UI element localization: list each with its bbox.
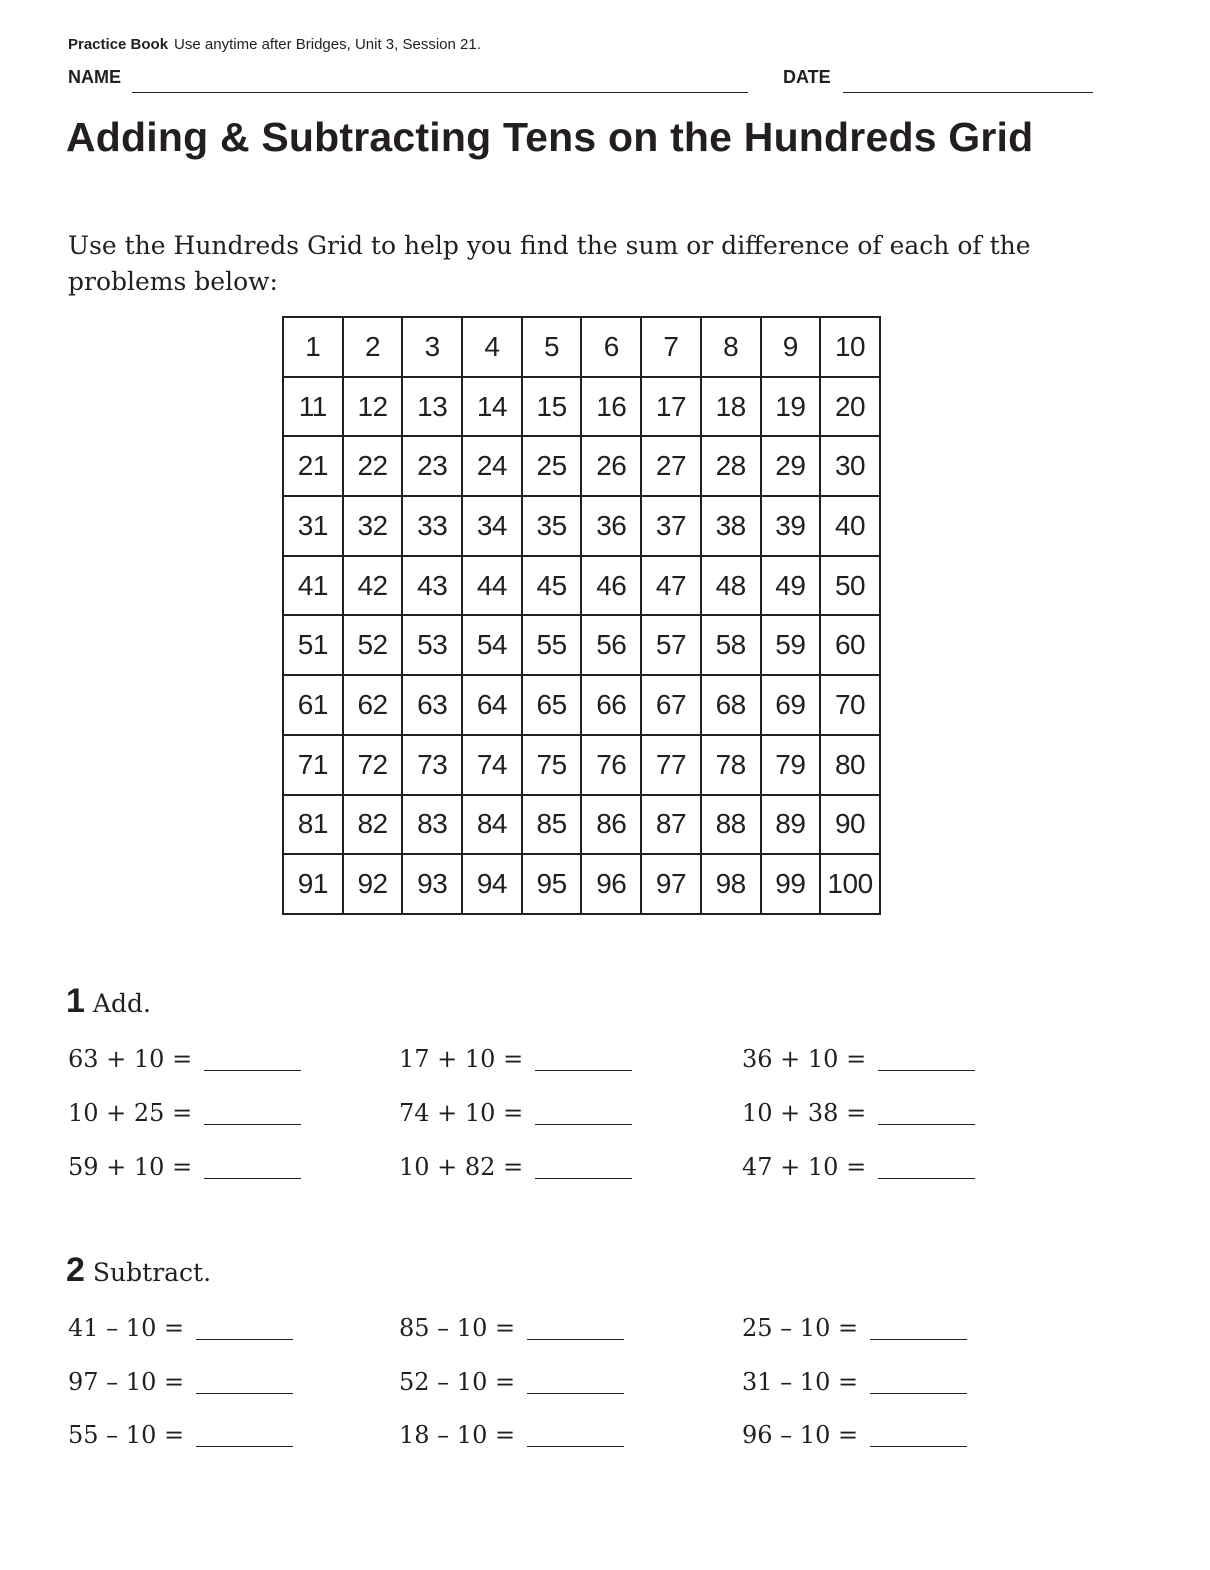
problem-text: 97 – 10 = [68, 1368, 185, 1396]
grid-cell: 27 [642, 437, 702, 497]
answer-blank[interactable] [204, 1048, 301, 1071]
grid-cell: 63 [403, 676, 463, 736]
grid-cell: 45 [523, 557, 583, 617]
subtract-problem [742, 1420, 967, 1449]
grid-cell: 70 [821, 676, 881, 736]
grid-cell: 49 [762, 557, 822, 617]
grid-cell: 33 [403, 497, 463, 557]
grid-cell: 67 [642, 676, 702, 736]
subtract-problem [399, 1313, 624, 1342]
grid-cell: 16 [582, 378, 642, 438]
grid-cell: 43 [403, 557, 463, 617]
grid-cell: 80 [821, 736, 881, 796]
problem-text: 59 + 10 = [68, 1153, 193, 1181]
subtract-section-number: 2 [66, 1251, 85, 1289]
problem-text: 17 + 10 = [399, 1045, 524, 1073]
grid-cell: 5 [523, 318, 583, 378]
problem-text: 41 – 10 = [68, 1314, 185, 1342]
subtract-problem [399, 1367, 624, 1396]
grid-cell: 94 [463, 855, 523, 915]
grid-cell: 59 [762, 616, 822, 676]
grid-cell: 51 [284, 616, 344, 676]
grid-cell: 42 [344, 557, 404, 617]
add-problem [399, 1098, 632, 1127]
grid-cell: 91 [284, 855, 344, 915]
grid-cell: 55 [523, 616, 583, 676]
answer-blank[interactable] [204, 1156, 301, 1179]
grid-cell: 71 [284, 736, 344, 796]
subtract-problem [399, 1420, 624, 1449]
grid-cell: 72 [344, 736, 404, 796]
grid-cell: 26 [582, 437, 642, 497]
grid-cell: 58 [702, 616, 762, 676]
grid-cell: 66 [582, 676, 642, 736]
problem-text: 31 – 10 = [742, 1368, 859, 1396]
grid-cell: 19 [762, 378, 822, 438]
grid-cell: 46 [582, 557, 642, 617]
grid-cell: 1 [284, 318, 344, 378]
subtract-section-title [66, 1251, 211, 1290]
grid-cell: 83 [403, 796, 463, 856]
grid-cell: 82 [344, 796, 404, 856]
answer-blank[interactable] [527, 1424, 624, 1447]
grid-cell: 36 [582, 497, 642, 557]
grid-cell: 69 [762, 676, 822, 736]
problem-text: 55 – 10 = [68, 1421, 185, 1449]
grid-cell: 65 [523, 676, 583, 736]
grid-cell: 76 [582, 736, 642, 796]
add-section-label: Add. [92, 989, 151, 1018]
practice-book-label: Practice Book [68, 36, 169, 53]
answer-blank[interactable] [196, 1317, 293, 1340]
grid-cell: 40 [821, 497, 881, 557]
grid-cell: 3 [403, 318, 463, 378]
practice-book-header [68, 36, 481, 53]
grid-cell: 14 [463, 378, 523, 438]
grid-cell: 86 [582, 796, 642, 856]
grid-cell: 4 [463, 318, 523, 378]
grid-cell: 17 [642, 378, 702, 438]
problem-text: 52 – 10 = [399, 1368, 516, 1396]
grid-cell: 99 [762, 855, 822, 915]
grid-cell: 96 [582, 855, 642, 915]
problem-text: 18 – 10 = [399, 1421, 516, 1449]
add-problem [742, 1098, 975, 1127]
answer-blank[interactable] [870, 1371, 967, 1394]
add-problem [68, 1152, 301, 1181]
answer-blank[interactable] [535, 1102, 632, 1125]
grid-cell: 28 [702, 437, 762, 497]
grid-cell: 29 [762, 437, 822, 497]
page-title: Adding & Subtracting Tens on the Hundreds Grid [66, 114, 1034, 160]
problem-text: 96 – 10 = [742, 1421, 859, 1449]
answer-blank[interactable] [878, 1102, 975, 1125]
grid-cell: 88 [702, 796, 762, 856]
subtract-section-label: Subtract. [92, 1258, 212, 1287]
grid-cell: 54 [463, 616, 523, 676]
instructions: Use the Hundreds Grid to help you find the sum or difference of each of the problems below: [68, 231, 1031, 296]
add-problem [742, 1152, 975, 1181]
subtract-problem [742, 1367, 967, 1396]
answer-blank[interactable] [196, 1371, 293, 1394]
grid-cell: 38 [702, 497, 762, 557]
grid-cell: 79 [762, 736, 822, 796]
name-field[interactable] [132, 92, 748, 93]
answer-blank[interactable] [870, 1317, 967, 1340]
grid-cell: 56 [582, 616, 642, 676]
grid-cell: 75 [523, 736, 583, 796]
problem-text: 85 – 10 = [399, 1314, 516, 1342]
problem-text: 63 + 10 = [68, 1045, 193, 1073]
grid-cell: 74 [463, 736, 523, 796]
usage-note: Use anytime after Bridges, Unit 3, Session 21. [174, 36, 481, 53]
add-problem [68, 1044, 301, 1073]
grid-cell: 12 [344, 378, 404, 438]
grid-cell: 23 [403, 437, 463, 497]
hundreds-grid [282, 316, 881, 915]
grid-cell: 18 [702, 378, 762, 438]
answer-blank[interactable] [535, 1048, 632, 1071]
problem-text: 74 + 10 = [399, 1099, 524, 1127]
grid-cell: 24 [463, 437, 523, 497]
answer-blank[interactable] [878, 1156, 975, 1179]
grid-cell: 15 [523, 378, 583, 438]
answer-blank[interactable] [196, 1424, 293, 1447]
name-label: NAME [68, 67, 121, 87]
subtract-problem [68, 1313, 293, 1342]
subtract-problem [742, 1313, 967, 1342]
add-problem [68, 1098, 301, 1127]
grid-cell: 8 [702, 318, 762, 378]
grid-cell: 11 [284, 378, 344, 438]
grid-cell: 64 [463, 676, 523, 736]
grid-cell: 57 [642, 616, 702, 676]
subtract-problem [68, 1420, 293, 1449]
grid-cell: 52 [344, 616, 404, 676]
grid-cell: 20 [821, 378, 881, 438]
grid-cell: 92 [344, 855, 404, 915]
grid-cell: 81 [284, 796, 344, 856]
subtract-problem [68, 1367, 293, 1396]
problem-text: 10 + 25 = [68, 1099, 193, 1127]
add-problem [399, 1044, 632, 1073]
grid-cell: 30 [821, 437, 881, 497]
grid-cell: 85 [523, 796, 583, 856]
grid-cell: 39 [762, 497, 822, 557]
add-problem [742, 1044, 975, 1073]
answer-blank[interactable] [535, 1156, 632, 1179]
grid-cell: 21 [284, 437, 344, 497]
add-section-title [66, 982, 151, 1021]
grid-cell: 73 [403, 736, 463, 796]
grid-cell: 53 [403, 616, 463, 676]
grid-cell: 37 [642, 497, 702, 557]
answer-blank[interactable] [870, 1424, 967, 1447]
date-label: DATE [783, 67, 831, 87]
grid-cell: 6 [582, 318, 642, 378]
add-problem [399, 1152, 632, 1181]
answer-blank[interactable] [878, 1048, 975, 1071]
grid-cell: 10 [821, 318, 881, 378]
answer-blank[interactable] [527, 1317, 624, 1340]
grid-cell: 95 [523, 855, 583, 915]
grid-cell: 13 [403, 378, 463, 438]
problem-text: 10 + 82 = [399, 1153, 524, 1181]
grid-cell: 60 [821, 616, 881, 676]
grid-cell: 9 [762, 318, 822, 378]
grid-cell: 61 [284, 676, 344, 736]
grid-cell: 78 [702, 736, 762, 796]
grid-cell: 25 [523, 437, 583, 497]
grid-cell: 2 [344, 318, 404, 378]
grid-cell: 93 [403, 855, 463, 915]
grid-cell: 62 [344, 676, 404, 736]
grid-cell: 100 [821, 855, 881, 915]
problem-text: 25 – 10 = [742, 1314, 859, 1342]
grid-cell: 22 [344, 437, 404, 497]
grid-cell: 31 [284, 497, 344, 557]
grid-cell: 48 [702, 557, 762, 617]
grid-cell: 50 [821, 557, 881, 617]
grid-cell: 77 [642, 736, 702, 796]
grid-cell: 7 [642, 318, 702, 378]
grid-cell: 87 [642, 796, 702, 856]
date-field[interactable] [843, 92, 1093, 93]
grid-cell: 97 [642, 855, 702, 915]
problem-text: 47 + 10 = [742, 1153, 867, 1181]
answer-blank[interactable] [527, 1371, 624, 1394]
grid-cell: 90 [821, 796, 881, 856]
grid-cell: 34 [463, 497, 523, 557]
answer-blank[interactable] [204, 1102, 301, 1125]
grid-cell: 89 [762, 796, 822, 856]
grid-cell: 84 [463, 796, 523, 856]
grid-cell: 98 [702, 855, 762, 915]
problem-text: 36 + 10 = [742, 1045, 867, 1073]
grid-cell: 47 [642, 557, 702, 617]
problem-text: 10 + 38 = [742, 1099, 867, 1127]
grid-cell: 41 [284, 557, 344, 617]
add-section-number: 1 [66, 982, 85, 1020]
grid-cell: 32 [344, 497, 404, 557]
grid-cell: 35 [523, 497, 583, 557]
grid-cell: 44 [463, 557, 523, 617]
grid-cell: 68 [702, 676, 762, 736]
